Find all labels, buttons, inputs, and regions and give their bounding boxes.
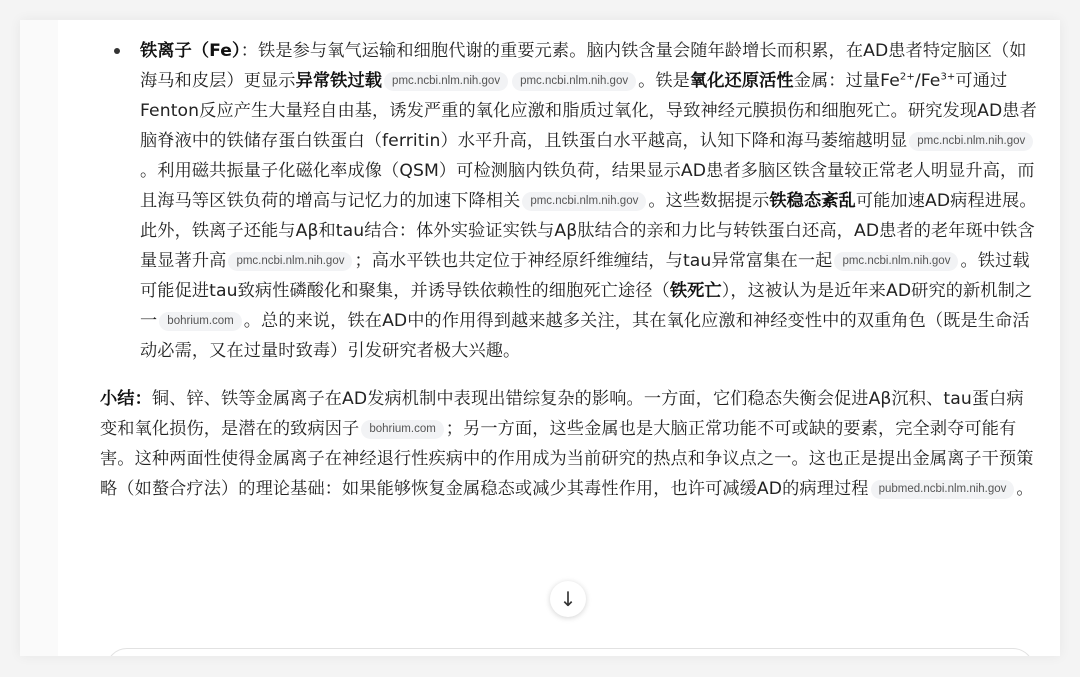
citation-link[interactable]: pmc.ncbi.nlm.nih.gov	[384, 72, 508, 91]
text-run: 。利用磁共振量子化磁化率成像（QSM）可检测脑内铁负荷，结果显示AD患者多脑区铁含量较正常老人明显升高，而且海马等区铁负荷的增高与记忆力的加速下降相关	[140, 161, 1035, 211]
citation-link[interactable]: pubmed.ncbi.nlm.nih.gov	[871, 480, 1015, 499]
text-run: /Fe	[914, 71, 941, 91]
text-run: 。	[1016, 479, 1034, 499]
summary-label: 小结：	[100, 389, 152, 409]
text-run: ；另一方面，这些金属也是大脑正常功能不可或缺的要素，完全剥夺可能有害。这种两面性使得金属离子在神经退行性疾病中的作用成为当前研究的热点和争议点之一。这也正是提出金属离子干预策略（如螯合疗法）的理论基础：如果能够恢复金属稳态或减少其毒性作用，也许可减缓AD的病理过程	[100, 419, 1034, 499]
citation-link[interactable]: bohrium.com	[361, 420, 443, 439]
text-run: 。这些数据提示	[648, 191, 770, 211]
citation-link[interactable]: pmc.ncbi.nlm.nih.gov	[909, 132, 1033, 151]
citation-link[interactable]: pmc.ncbi.nlm.nih.gov	[228, 252, 352, 271]
text-run: ；高水平铁也共定位于神经原纤维缠结，与tau异常富集在一起	[354, 251, 833, 271]
bold-term: 异常铁过载	[295, 71, 383, 91]
scroll-to-bottom-button[interactable]	[550, 581, 586, 617]
citation-link[interactable]: pmc.ncbi.nlm.nih.gov	[834, 252, 958, 271]
text-run: 可能加速AD病程进展。此外，铁离子还能与Aβ和tau结合：体外实验证实铁与Aβ肽结合的亲和力比与转铁蛋白还高，AD患者的老年斑中铁含量显著升高	[140, 191, 1037, 271]
superscript: 3+	[940, 71, 956, 83]
text-run: 可通过Fenton反应产生大量羟自由基，诱发严重的氧化应激和脂质过氧化，导致神经元膜损伤和细胞死亡。研究发现AD患者脑脊液中的铁储存蛋白铁蛋白（ferritin）水平升高，且铁蛋白水平越高，认知下降和海马萎缩越明显	[140, 71, 1037, 151]
bullet-label: 铁离子（Fe）	[140, 41, 241, 61]
iron-ion-paragraph	[100, 36, 1040, 366]
chat-window	[20, 20, 1060, 656]
bold-term: 氧化还原活性	[689, 71, 794, 91]
text-run: 。铁过载可能促进tau致病性磷酸化和聚集，并诱导铁依赖性的细胞死亡途径（	[140, 251, 1030, 301]
text-run: 。总的来说，铁在AD中的作用得到越来越多关注，其在氧化应激和神经变性中的双重角色（既是生命活动必需，又在过量时致毒）引发研究者极大兴趣。	[140, 311, 1030, 361]
text-run: ：铁是参与氧气运输和细胞代谢的重要元素。脑内铁含量会随年龄增长而积累，在AD患者特定脑区（如海马和皮层）更显示	[140, 41, 1027, 91]
bold-term: 铁稳态紊乱	[769, 191, 856, 211]
bold-term: 铁死亡	[669, 281, 722, 301]
chat-input-box[interactable]	[106, 648, 1034, 656]
arrow-down-icon: ↓	[559, 587, 577, 611]
text-run: 金属：过量Fe	[793, 71, 900, 91]
message-content	[100, 36, 1040, 504]
citation-link[interactable]: pmc.ncbi.nlm.nih.gov	[512, 72, 636, 91]
citation-link[interactable]: bohrium.com	[159, 312, 241, 331]
summary-paragraph	[100, 384, 1040, 504]
text-run: 。铁是	[638, 71, 690, 91]
bullet-dot-icon	[114, 48, 120, 54]
text-run: 铜、锌、铁等金属离子在AD发病机制中表现出错综复杂的影响。一方面，它们稳态失衡会促进Aβ沉积、tau蛋白病变和氧化损伤，是潜在的致病因子	[100, 389, 1024, 439]
citation-link[interactable]: pmc.ncbi.nlm.nih.gov	[522, 192, 646, 211]
left-rail	[20, 20, 58, 656]
text-run: ），这被认为是近年来AD研究的新机制之一	[140, 281, 1033, 331]
superscript: 2+	[899, 71, 915, 83]
